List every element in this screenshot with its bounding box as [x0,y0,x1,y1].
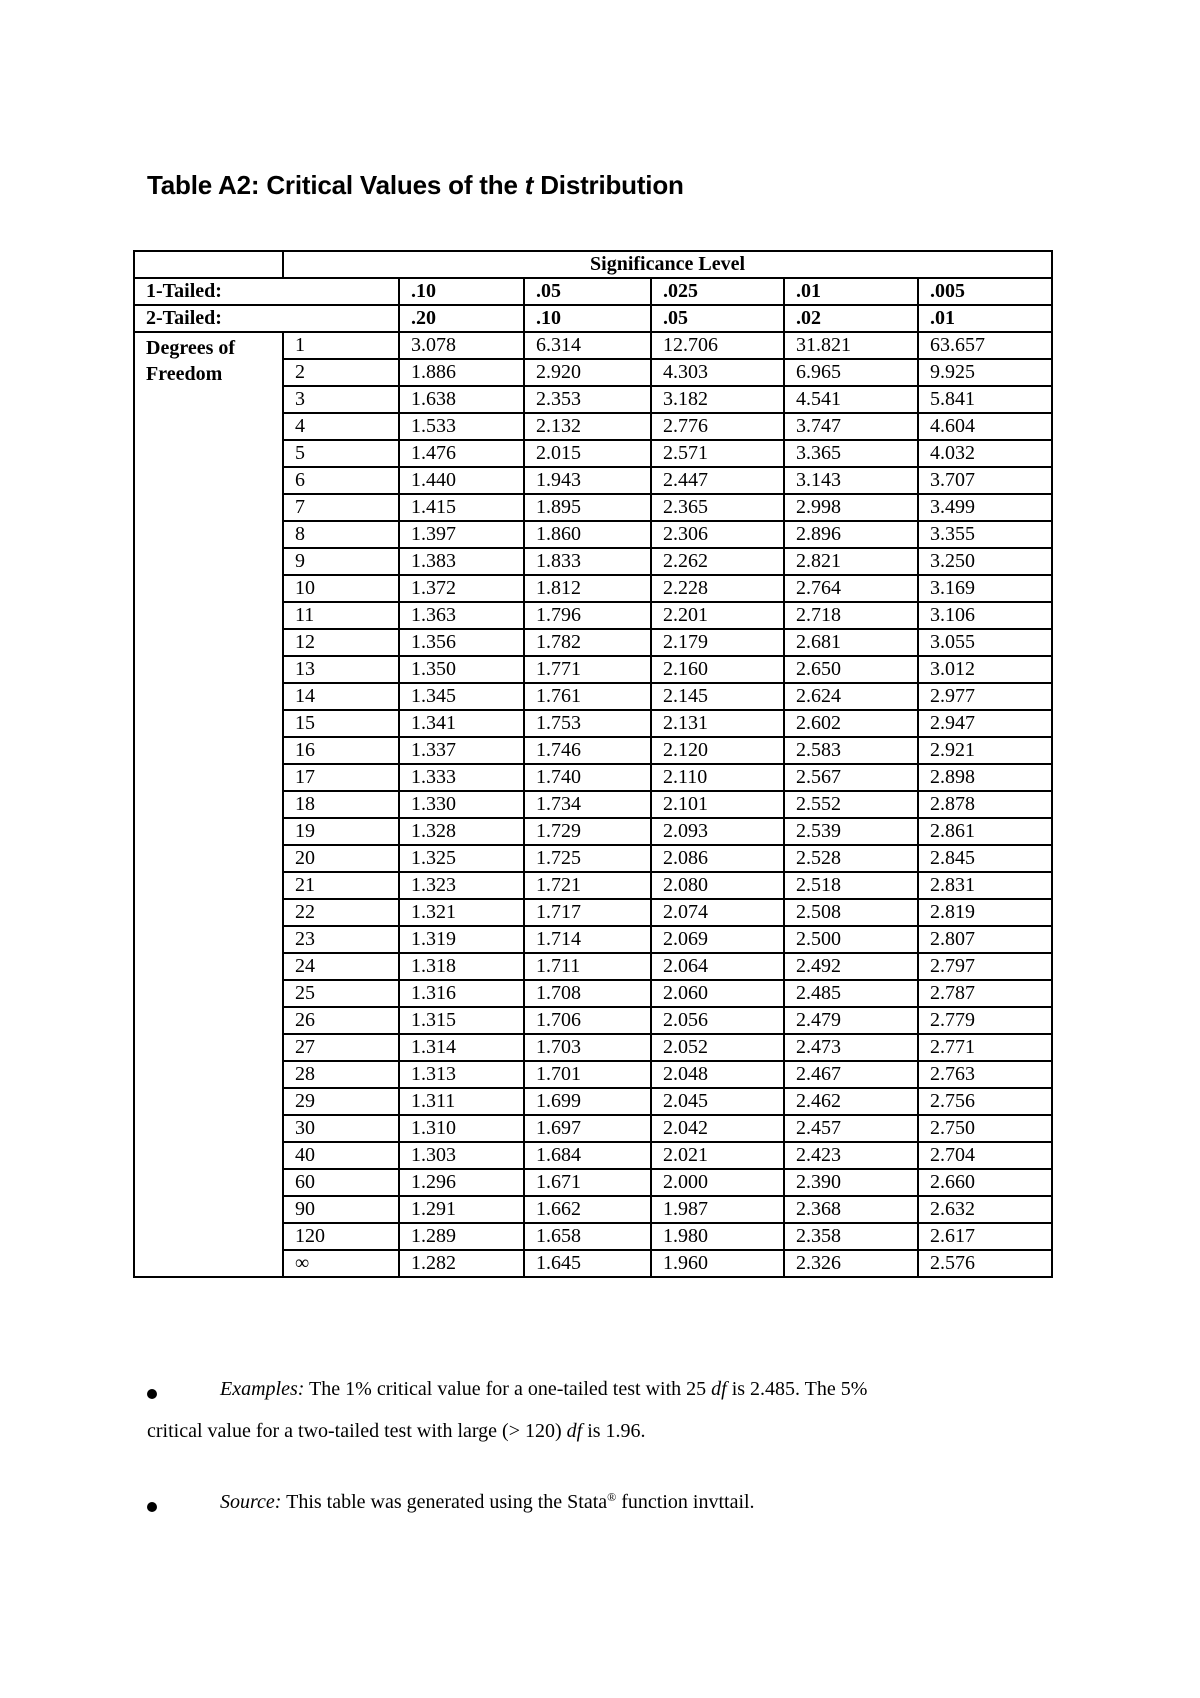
critical-value-cell: 3.182 [651,386,784,413]
title-suffix: Distribution [533,170,684,200]
critical-value-cell: 4.604 [918,413,1052,440]
critical-value-cell: 2.787 [918,980,1052,1007]
critical-value-cell: 2.060 [651,980,784,1007]
critical-value-cell: 1.699 [524,1088,651,1115]
source-text-b: function invttail. [616,1491,755,1513]
critical-value-cell: 2.878 [918,791,1052,818]
critical-value-cell: 1.323 [399,872,524,899]
critical-value-cell: 2.750 [918,1115,1052,1142]
critical-value-cell: 1.638 [399,386,524,413]
df-cell: 1 [283,332,399,359]
critical-value-cell: 1.328 [399,818,524,845]
source-line [220,1491,755,1514]
two-tailed-label: 2-Tailed: [134,305,399,332]
critical-value-cell: 2.602 [784,710,918,737]
df-cell: 90 [283,1196,399,1223]
critical-value-cell: 2.052 [651,1034,784,1061]
df-cell: 23 [283,926,399,953]
critical-value-cell: 3.499 [918,494,1052,521]
critical-value-cell: 2.064 [651,953,784,980]
df-cell: 19 [283,818,399,845]
critical-value-cell: 2.821 [784,548,918,575]
critical-value-cell: 2.131 [651,710,784,737]
examples-line-1 [220,1378,867,1401]
examples-text-2b: is 1.96. [582,1420,646,1442]
critical-value-cell: 2.756 [918,1088,1052,1115]
critical-value-cell: 2.776 [651,413,784,440]
two-tailed-level-cell: .20 [399,305,524,332]
critical-value-cell: 5.841 [918,386,1052,413]
critical-value-cell: 2.660 [918,1169,1052,1196]
df-cell: 30 [283,1115,399,1142]
examples-label: Examples: [220,1378,305,1400]
critical-value-cell: 1.318 [399,953,524,980]
critical-value-cell: 3.707 [918,467,1052,494]
degrees-of-freedom-label: Degrees of Freedom [134,332,283,1277]
df-cell: 3 [283,386,399,413]
critical-value-cell: 1.383 [399,548,524,575]
critical-value-cell: 2.353 [524,386,651,413]
two-tailed-level-cell: .05 [651,305,784,332]
critical-value-cell: 2.015 [524,440,651,467]
critical-value-cell: 1.771 [524,656,651,683]
two-tailed-level-cell: .10 [524,305,651,332]
df-cell: 18 [283,791,399,818]
examples-line-2 [147,1420,646,1443]
examples-df-1: df [711,1378,727,1400]
critical-value-cell: 2.632 [918,1196,1052,1223]
critical-value-cell: 2.576 [918,1250,1052,1277]
critical-value-cell: 2.624 [784,683,918,710]
critical-value-cell: 2.045 [651,1088,784,1115]
df-cell: 20 [283,845,399,872]
critical-value-cell: 2.571 [651,440,784,467]
critical-value-cell: 12.706 [651,332,784,359]
critical-value-cell: 2.539 [784,818,918,845]
critical-value-cell: 1.746 [524,737,651,764]
critical-value-cell: 2.921 [918,737,1052,764]
critical-value-cell: 1.796 [524,602,651,629]
critical-value-cell: 1.289 [399,1223,524,1250]
df-cell: 21 [283,872,399,899]
one-tailed-level-cell: .05 [524,278,651,305]
critical-value-cell: 2.771 [918,1034,1052,1061]
critical-value-cell: 3.747 [784,413,918,440]
critical-value-cell: 2.898 [918,764,1052,791]
df-cell: 22 [283,899,399,926]
df-cell: 10 [283,575,399,602]
critical-value-cell: 4.541 [784,386,918,413]
critical-value-cell: 31.821 [784,332,918,359]
critical-value-cell: 2.447 [651,467,784,494]
examples-text-1b: is 2.485. The 5% [726,1378,868,1400]
critical-value-cell: 3.012 [918,656,1052,683]
critical-value-cell: 1.886 [399,359,524,386]
critical-value-cell: 2.358 [784,1223,918,1250]
df-cell: 9 [283,548,399,575]
critical-value-cell: 2.160 [651,656,784,683]
critical-value-cell: 1.533 [399,413,524,440]
critical-value-cell: 3.106 [918,602,1052,629]
critical-value-cell: 1.734 [524,791,651,818]
critical-value-cell: 2.920 [524,359,651,386]
critical-value-cell: 2.262 [651,548,784,575]
critical-value-cell: 2.228 [651,575,784,602]
one-tailed-level-cell: .10 [399,278,524,305]
critical-value-cell: 1.415 [399,494,524,521]
critical-value-cell: 2.998 [784,494,918,521]
critical-value-cell: 2.831 [918,872,1052,899]
critical-value-cell: 9.925 [918,359,1052,386]
bullet-icon [147,1502,157,1512]
df-cell: 25 [283,980,399,1007]
table-title [147,170,684,201]
df-cell: 6 [283,467,399,494]
critical-value-cell: 2.365 [651,494,784,521]
critical-value-cell: 1.697 [524,1115,651,1142]
critical-value-cell: 2.473 [784,1034,918,1061]
critical-value-cell: 1.833 [524,548,651,575]
bullet-icon [147,1389,157,1399]
two-tailed-level-cell: .01 [918,305,1052,332]
critical-value-cell: 1.729 [524,818,651,845]
critical-value-cell: 1.684 [524,1142,651,1169]
critical-value-cell: 2.617 [918,1223,1052,1250]
critical-value-cell: 3.055 [918,629,1052,656]
critical-value-cell: 2.518 [784,872,918,899]
examples-text-1a: The 1% critical value for a one-tailed test with 25 [304,1378,712,1400]
df-cell: 24 [283,953,399,980]
critical-value-cell: 4.303 [651,359,784,386]
critical-value-cell: 1.303 [399,1142,524,1169]
critical-value-cell: 2.764 [784,575,918,602]
critical-value-cell: 2.977 [918,683,1052,710]
df-cell: 11 [283,602,399,629]
critical-value-cell: 3.365 [784,440,918,467]
df-cell: 28 [283,1061,399,1088]
critical-value-cell: 2.485 [784,980,918,1007]
critical-value-cell: 1.310 [399,1115,524,1142]
critical-value-cell: 2.457 [784,1115,918,1142]
df-cell: 14 [283,683,399,710]
df-cell: 16 [283,737,399,764]
critical-value-cell: 1.895 [524,494,651,521]
df-cell: 4 [283,413,399,440]
critical-value-cell: 1.363 [399,602,524,629]
critical-value-cell: 1.943 [524,467,651,494]
critical-value-cell: 2.074 [651,899,784,926]
critical-value-cell: 1.313 [399,1061,524,1088]
critical-value-cell: 1.311 [399,1088,524,1115]
critical-value-cell: 1.321 [399,899,524,926]
critical-value-cell: 1.860 [524,521,651,548]
critical-value-cell: 2.479 [784,1007,918,1034]
source-text-a: This table was generated using the Stata [281,1491,608,1513]
critical-value-cell: 2.462 [784,1088,918,1115]
critical-value-cell: 2.179 [651,629,784,656]
df-cell: 5 [283,440,399,467]
table-row [134,332,1052,359]
table-body [134,251,1052,1277]
df-cell: ∞ [283,1250,399,1277]
critical-value-cell: 1.706 [524,1007,651,1034]
critical-value-cell: 2.042 [651,1115,784,1142]
critical-value-cell: 1.341 [399,710,524,737]
critical-value-cell: 3.078 [399,332,524,359]
critical-value-cell: 2.069 [651,926,784,953]
critical-value-cell: 3.169 [918,575,1052,602]
critical-value-cell: 2.763 [918,1061,1052,1088]
critical-value-cell: 1.662 [524,1196,651,1223]
critical-value-cell: 1.753 [524,710,651,737]
title-italic-t: t [524,170,534,200]
critical-value-cell: 1.316 [399,980,524,1007]
critical-value-cell: 2.807 [918,926,1052,953]
critical-value-cell: 2.567 [784,764,918,791]
critical-value-cell: 1.987 [651,1196,784,1223]
critical-value-cell: 1.282 [399,1250,524,1277]
critical-value-cell: 1.980 [651,1223,784,1250]
df-cell: 26 [283,1007,399,1034]
critical-value-cell: 1.314 [399,1034,524,1061]
critical-value-cell: 1.315 [399,1007,524,1034]
df-cell: 15 [283,710,399,737]
critical-value-cell: 1.330 [399,791,524,818]
critical-value-cell: 1.345 [399,683,524,710]
critical-value-cell: 1.714 [524,926,651,953]
significance-header-row [134,251,1052,278]
critical-value-cell: 2.681 [784,629,918,656]
critical-value-cell: 2.080 [651,872,784,899]
critical-value-cell: 2.390 [784,1169,918,1196]
critical-value-cell: 1.319 [399,926,524,953]
critical-value-cell: 6.965 [784,359,918,386]
critical-value-cell: 1.782 [524,629,651,656]
critical-value-cell: 2.508 [784,899,918,926]
df-cell: 13 [283,656,399,683]
critical-value-cell: 2.132 [524,413,651,440]
critical-value-cell: 1.372 [399,575,524,602]
critical-value-cell: 2.093 [651,818,784,845]
examples-text-2a: critical value for a two-tailed test with large (> 120) [147,1420,567,1442]
df-cell: 40 [283,1142,399,1169]
examples-df-2: df [566,1420,583,1442]
critical-value-cell: 1.701 [524,1061,651,1088]
critical-value-cell: 1.721 [524,872,651,899]
critical-value-cell: 2.819 [918,899,1052,926]
critical-value-cell: 2.492 [784,953,918,980]
critical-value-cell: 2.110 [651,764,784,791]
critical-value-cell: 1.725 [524,845,651,872]
critical-value-cell: 1.812 [524,575,651,602]
critical-value-cell: 6.314 [524,332,651,359]
df-cell: 27 [283,1034,399,1061]
critical-value-cell: 2.845 [918,845,1052,872]
one-tailed-level-cell: .005 [918,278,1052,305]
critical-value-cell: 2.467 [784,1061,918,1088]
critical-value-cell: 2.056 [651,1007,784,1034]
critical-value-cell: 2.368 [784,1196,918,1223]
one-tailed-level-cell: .01 [784,278,918,305]
df-cell: 2 [283,359,399,386]
critical-value-cell: 1.960 [651,1250,784,1277]
critical-value-cell: 1.333 [399,764,524,791]
critical-value-cell: 3.250 [918,548,1052,575]
critical-value-cell: 2.947 [918,710,1052,737]
critical-value-cell: 2.583 [784,737,918,764]
critical-value-cell: 1.671 [524,1169,651,1196]
df-cell: 29 [283,1088,399,1115]
one-tailed-row [134,278,1052,305]
critical-value-cell: 2.650 [784,656,918,683]
critical-value-cell: 2.086 [651,845,784,872]
critical-value-cell: 2.718 [784,602,918,629]
critical-value-cell: 1.291 [399,1196,524,1223]
critical-value-cell: 2.201 [651,602,784,629]
critical-value-cell: 3.355 [918,521,1052,548]
critical-value-cell: 1.356 [399,629,524,656]
source-label: Source: [220,1491,282,1513]
two-tailed-level-cell: .02 [784,305,918,332]
critical-value-cell: 1.761 [524,683,651,710]
critical-value-cell: 2.120 [651,737,784,764]
critical-value-cell: 1.337 [399,737,524,764]
critical-value-cell: 2.704 [918,1142,1052,1169]
critical-value-cell: 1.440 [399,467,524,494]
critical-value-cell: 1.645 [524,1250,651,1277]
critical-value-cell: 1.703 [524,1034,651,1061]
df-cell: 120 [283,1223,399,1250]
critical-value-cell: 2.861 [918,818,1052,845]
df-cell: 60 [283,1169,399,1196]
critical-value-cell: 1.708 [524,980,651,1007]
df-cell: 17 [283,764,399,791]
t-distribution-table [133,250,1053,1278]
critical-value-cell: 4.032 [918,440,1052,467]
critical-value-cell: 2.101 [651,791,784,818]
critical-value-cell: 2.326 [784,1250,918,1277]
critical-value-cell: 1.711 [524,953,651,980]
critical-value-cell: 1.740 [524,764,651,791]
significance-level-header: Significance Level [283,251,1052,278]
critical-value-cell: 1.397 [399,521,524,548]
df-cell: 8 [283,521,399,548]
two-tailed-row [134,305,1052,332]
critical-value-cell: 2.779 [918,1007,1052,1034]
critical-value-cell: 1.476 [399,440,524,467]
critical-value-cell: 2.797 [918,953,1052,980]
critical-value-cell: 2.000 [651,1169,784,1196]
critical-value-cell: 2.500 [784,926,918,953]
critical-value-cell: 2.021 [651,1142,784,1169]
critical-value-cell: 63.657 [918,332,1052,359]
one-tailed-level-cell: .025 [651,278,784,305]
critical-value-cell: 1.350 [399,656,524,683]
critical-value-cell: 1.717 [524,899,651,926]
df-cell: 7 [283,494,399,521]
critical-value-cell: 1.296 [399,1169,524,1196]
title-prefix: Table A2: Critical Values of the [147,170,525,200]
critical-value-cell: 1.325 [399,845,524,872]
one-tailed-label: 1-Tailed: [134,278,399,305]
critical-value-cell: 2.528 [784,845,918,872]
df-cell: 12 [283,629,399,656]
critical-value-cell: 2.423 [784,1142,918,1169]
critical-value-cell: 2.552 [784,791,918,818]
critical-value-cell: 2.306 [651,521,784,548]
registered-mark: ® [607,1490,617,1504]
critical-value-cell: 2.145 [651,683,784,710]
critical-value-cell: 1.658 [524,1223,651,1250]
critical-value-cell: 3.143 [784,467,918,494]
critical-value-cell: 2.048 [651,1061,784,1088]
critical-value-cell: 2.896 [784,521,918,548]
corner-cell [134,251,283,278]
